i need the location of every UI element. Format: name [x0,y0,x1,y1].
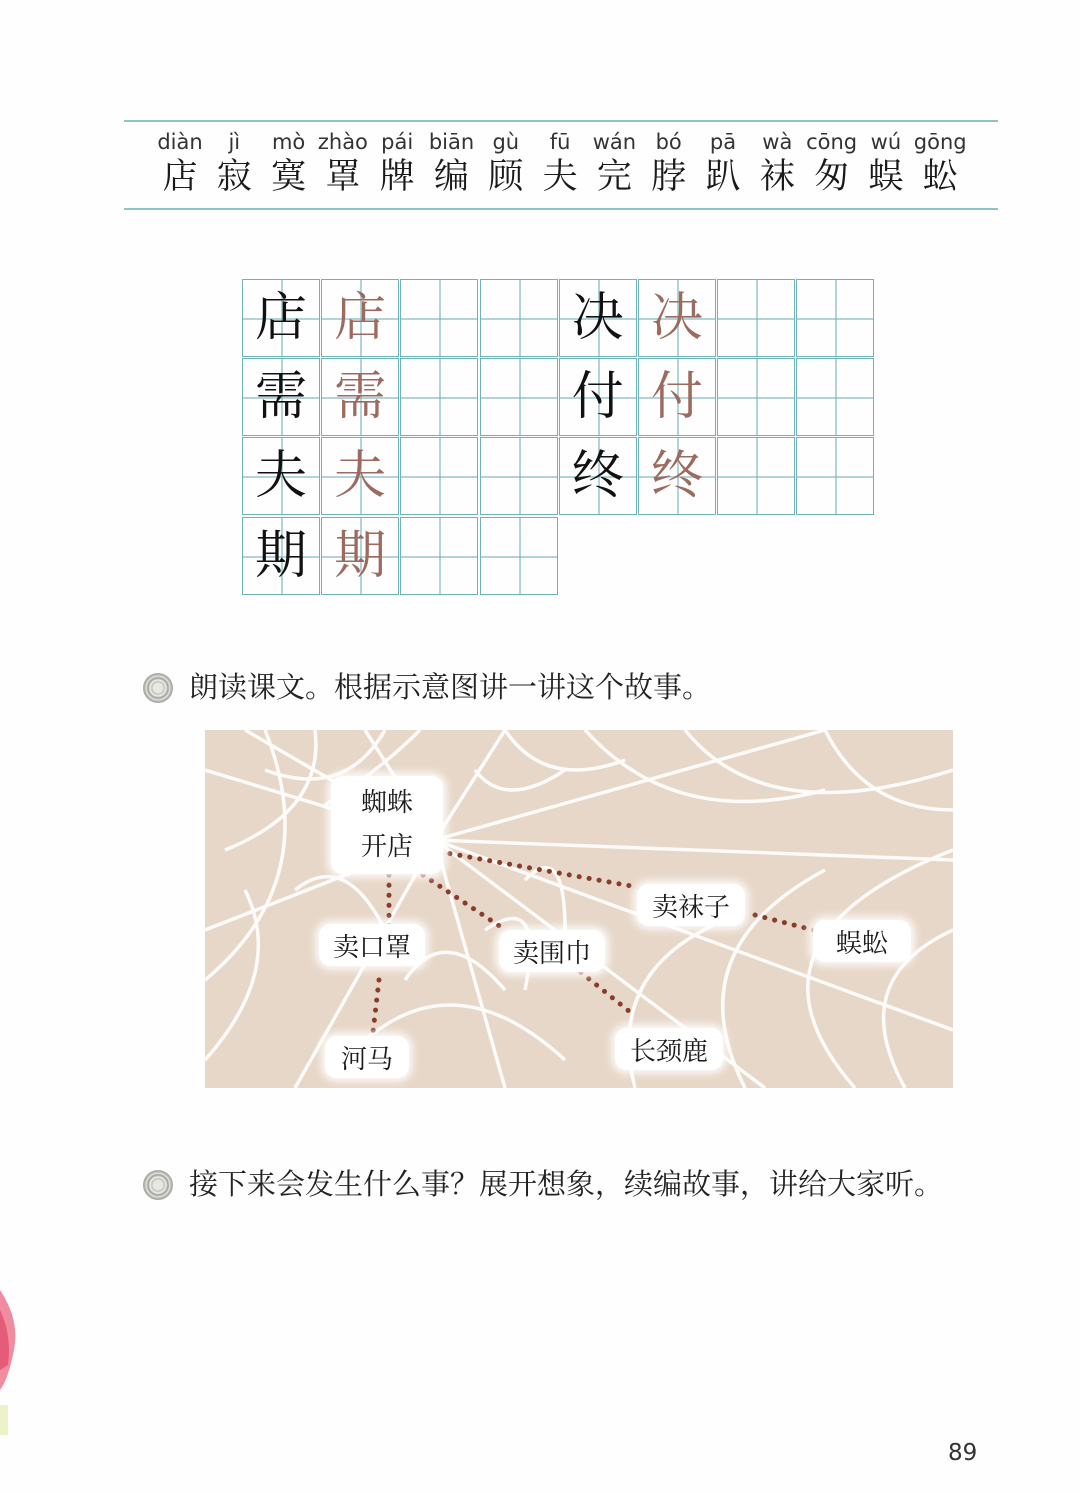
trace-character-cell: 付 [638,358,716,436]
speech-badge-icon [143,673,173,703]
speech-badge-icon [143,1170,173,1200]
node-sell-scarf: 卖围巾 [499,930,605,972]
vocab-character: 袜 [759,157,795,197]
vocab-item [367,130,427,200]
vocab-pinyin: fū [549,130,571,154]
vocab-item [802,130,862,200]
node-sell-mask: 卖口罩 [319,924,425,966]
vocab-pinyin: biān [428,130,475,154]
edge-flower-decoration [0,1290,20,1450]
instruction-text: 朗读课文。根据示意图讲一讲这个故事。 [189,670,712,704]
vocab-pinyin: gōng [913,130,967,154]
vocab-pinyin: zhào [317,130,368,154]
node-centipede: 蜈蚣 [813,920,911,962]
model-character-cell: 终 [559,437,637,515]
vocab-item [150,130,210,200]
vocab-character: 编 [433,157,469,197]
vocab-character: 蚣 [922,157,958,197]
model-character-cell: 期 [242,517,320,595]
vocab-item [422,130,482,200]
vocab-item [910,130,970,200]
vocab-item [584,130,644,200]
vocab-character: 完 [596,157,632,197]
node-text: 蜘蛛 [360,788,413,818]
vocab-top-rule [124,120,998,122]
vocab-item [693,130,753,200]
empty-grid-cell [796,279,874,357]
vocab-item [639,130,699,200]
vocab-pinyin: wán [592,130,637,154]
vocab-item [204,130,264,200]
empty-grid-cell [480,437,558,515]
vocab-pinyin: jì [228,130,241,154]
empty-grid-cell [717,279,795,357]
trace-character-cell: 期 [321,517,399,595]
vocab-character: 脖 [651,157,687,197]
model-character-cell: 决 [559,279,637,357]
vocab-item [259,130,319,200]
vocab-bottom-rule [124,208,998,210]
model-character-cell: 需 [242,358,320,436]
instruction-text: 接下来会发生什么事？展开想象，续编故事，讲给大家听。 [189,1167,944,1201]
empty-grid-cell [400,358,478,436]
empty-grid-cell [400,279,478,357]
vocab-character: 匆 [814,157,850,197]
empty-grid-cell [480,517,558,595]
trace-character-cell: 需 [321,358,399,436]
writing-practice-grid [242,279,876,600]
model-character-cell: 付 [559,358,637,436]
trace-character-cell: 终 [638,437,716,515]
model-character-cell: 夫 [242,437,320,515]
vocabulary-list [150,130,970,204]
vocab-character: 寞 [271,157,307,197]
spider-web-illustration [205,730,953,1088]
node-sell-socks: 卖袜子 [637,884,745,926]
vocab-item [856,130,916,200]
node-spider-open-shop [331,776,443,874]
trace-character-cell: 店 [321,279,399,357]
vocab-pinyin: mò [271,130,306,154]
trace-character-cell: 夫 [321,437,399,515]
empty-grid-cell [480,279,558,357]
vocab-character: 牌 [379,157,415,197]
empty-grid-cell [400,517,478,595]
spider-web-story-map [205,730,953,1088]
empty-grid-cell [717,358,795,436]
model-character-cell: 店 [242,279,320,357]
empty-grid-cell [480,358,558,436]
vocab-character: 店 [162,157,198,197]
vocab-pinyin: wú [870,130,902,154]
vocab-item [747,130,807,200]
vocab-item [476,130,536,200]
vocab-character: 夫 [542,157,578,197]
vocab-item [313,130,373,200]
vocab-pinyin: diàn [157,130,203,154]
empty-grid-cell [400,437,478,515]
trace-character-cell: 决 [638,279,716,357]
vocab-character: 顾 [488,157,524,197]
empty-grid-cell [796,358,874,436]
vocab-item [530,130,590,200]
empty-grid-cell [717,437,795,515]
node-hippo: 河马 [325,1036,409,1078]
vocab-pinyin: bó [655,130,682,154]
page-number: 89 [948,1440,978,1466]
vocab-pinyin: cōng [806,130,858,154]
vocab-pinyin: pā [709,130,737,154]
node-text: 开店 [360,832,413,862]
vocab-character: 蜈 [868,157,904,197]
vocab-pinyin: gù [492,130,520,154]
vocab-character: 罩 [325,157,361,197]
vocab-pinyin: wà [762,130,793,154]
vocab-character: 寂 [216,157,252,197]
vocab-character: 趴 [705,157,741,197]
node-giraffe: 长颈鹿 [615,1028,723,1070]
vocab-pinyin: pái [381,130,414,154]
empty-grid-cell [796,437,874,515]
